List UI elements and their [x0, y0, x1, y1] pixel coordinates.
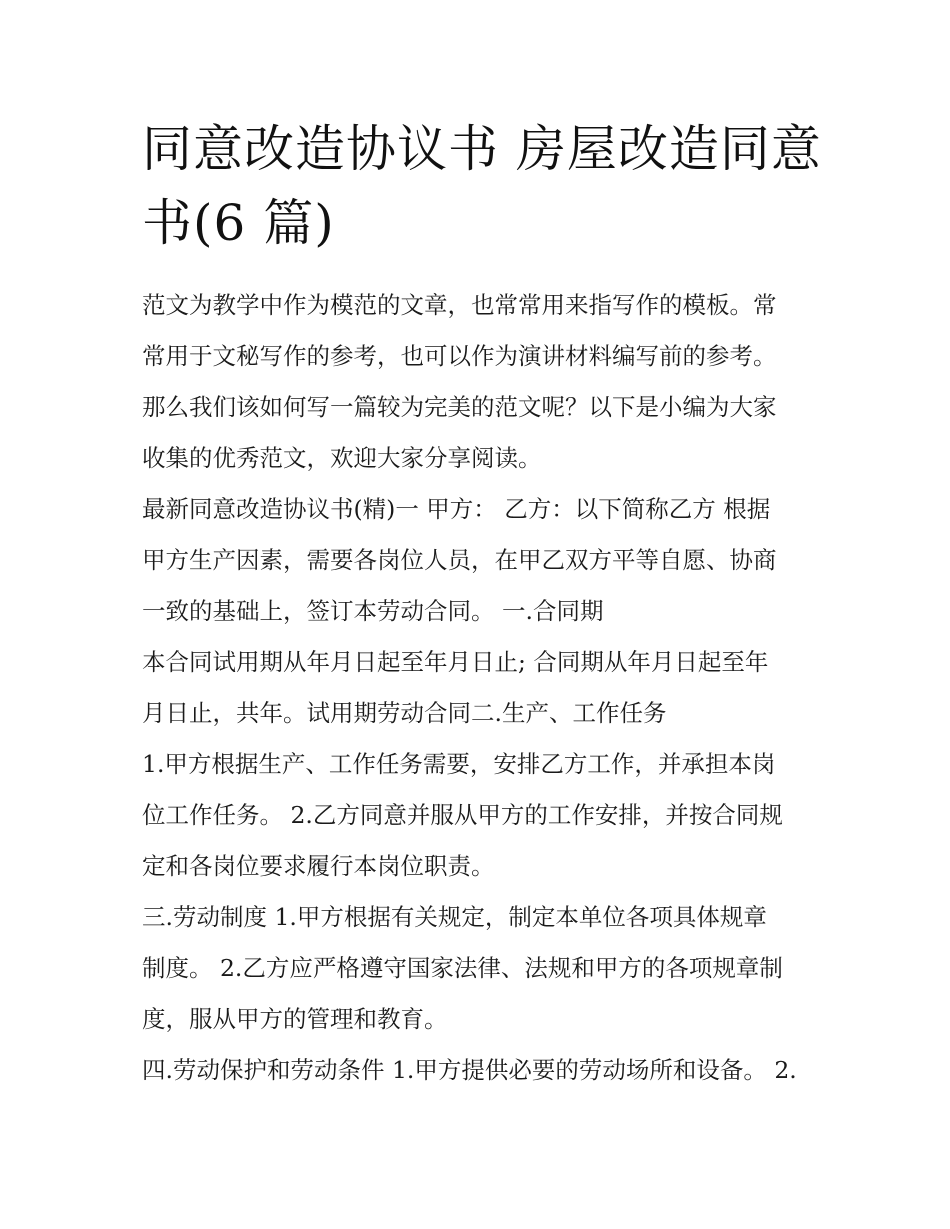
- title-line: 书(6 篇): [142, 194, 335, 252]
- text-line: 最新同意改造协议书(精)一 甲方： 乙方：以下简称乙方 根据: [142, 495, 771, 523]
- paragraph-contract-term: [142, 637, 814, 739]
- text-line: 月日止，共年。试用期劳动合同二.生产、工作任务: [142, 699, 667, 727]
- text-line: 那么我们该如何写一篇较为完美的范文呢？以下是小编为大家: [142, 393, 777, 421]
- paragraph-parties: [142, 484, 814, 637]
- text-line: 位工作任务。 2.乙方同意并服从甲方的工作安排，并按合同规: [142, 801, 783, 829]
- text-line: 甲方生产因素，需要各岗位人员，在甲乙双方平等自愿、协商: [142, 546, 777, 574]
- text-line: 1.甲方根据生产、工作任务需要，安排乙方工作，并承担本岗: [142, 750, 776, 778]
- text-line: 四.劳动保护和劳动条件 1.甲方提供必要的劳动场所和设备。 2.: [142, 1056, 797, 1084]
- document-page: [142, 112, 822, 1096]
- document-body: [142, 280, 814, 1096]
- paragraph-work-tasks: [142, 739, 814, 892]
- text-line: 本合同试用期从年月日起至年月日止; 合同期从年月日起至年: [142, 648, 769, 676]
- text-line: 制度。 2.乙方应严格遵守国家法律、法规和甲方的各项规章制: [142, 954, 783, 982]
- text-line: 度，服从甲方的管理和教育。: [142, 1005, 448, 1033]
- text-line: 一致的基础上，签订本劳动合同。 一.合同期: [142, 597, 604, 625]
- text-line: 三.劳动制度 1.甲方根据有关规定，制定本单位各项具体规章: [142, 903, 767, 931]
- document-title: [142, 112, 822, 260]
- text-line: 范文为教学中作为模范的文章，也常常用来指写作的模板。常: [142, 291, 777, 319]
- paragraph-labor-system: [142, 892, 814, 1045]
- title-line: 同意改造协议书 房屋改造同意: [142, 120, 822, 178]
- paragraph-intro: [142, 280, 814, 484]
- text-line: 常用于文秘写作的参考，也可以作为演讲材料编写前的参考。: [142, 342, 777, 370]
- text-line: 定和各岗位要求履行本岗位职责。: [142, 852, 495, 880]
- paragraph-labor-protection: [142, 1045, 814, 1096]
- text-line: 收集的优秀范文，欢迎大家分享阅读。: [142, 444, 542, 472]
